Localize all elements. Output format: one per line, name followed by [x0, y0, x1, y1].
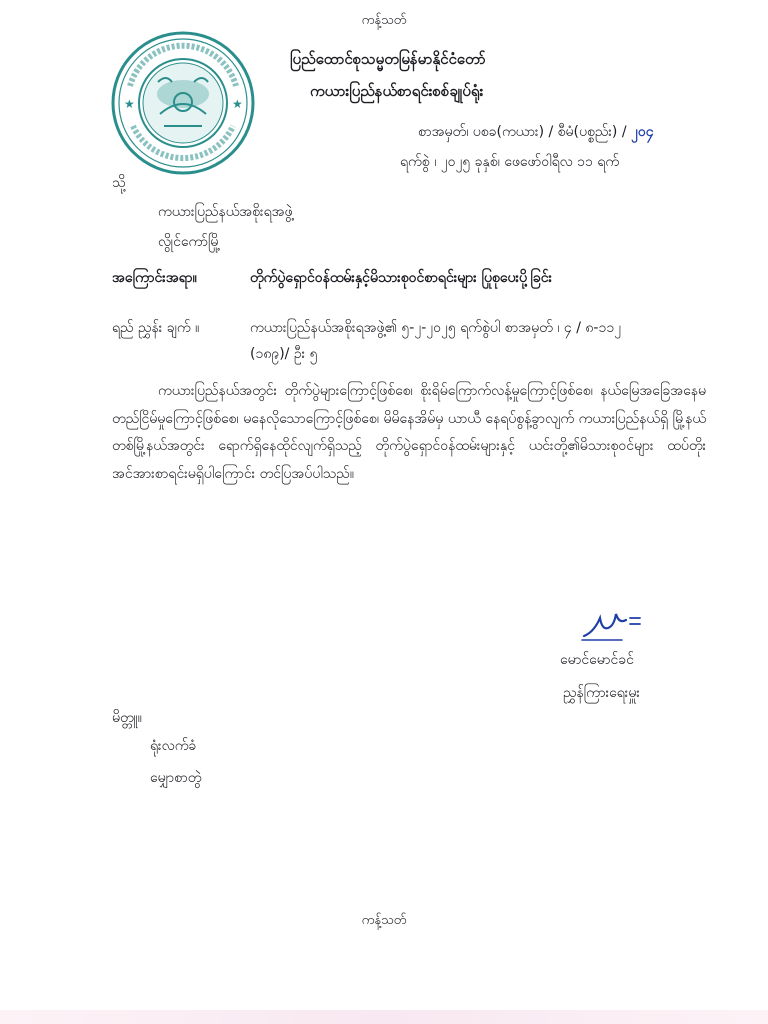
classification-top: ကန့်သတ် — [361, 13, 407, 28]
letter-body: ကယားပြည်နယ်အတွင်း တိုက်ပွဲများကြောင့်ဖြစ်စေ၊ စိုးရိမ်ကြောက်လန့်မှုကြောင့်ဖြစ်စေ၊ နယ်မြေအခြေအနေမတည်ငြိမ်မှုကြောင့်ဖြစ်စေ၊ မနေလိုသောကြောင့်ဖြစ်စေ၊ မိမိနေအိမ်မှ ယာယီ နေရပ်စွန့်ခွာလျက် ကယားပြည်နယ်ရှိ မြို့နယ်တစ်မြို့နယ်အတွင်း ရောက်ရှိနေထိုင်လျက်ရှိသည့် တိုက်ပွဲရှောင်ဝန်ထမ်းများနှင့် ယင်းတို့၏မိသားစုဝင်များ ထပ်တိုးအင်အားစာရင်းမရှိပါကြောင်း တင်ပြအပ်ပါသည်။ — [112, 383, 706, 482]
subject-text: တိုက်ပွဲရှောင်ဝန်ထမ်းနှင့်မိသားစုဝင်စာရင်းများ ပြုစုပေးပို့ခြင်း — [250, 270, 553, 286]
letter-date: ရက်စွဲ ၊ ၂၀၂၅ ခုနှစ်၊ ဖေဖော်ဝါရီလ ၁၁ ရက် — [400, 154, 620, 170]
cc-item: ရုံးလက်ခံ — [150, 738, 197, 754]
references-label: ရည် ညွှန်း ချက် ။ — [112, 320, 200, 336]
office-heading: ကယားပြည်နယ်စာရင်းစစ်ချုပ်ရုံး — [310, 82, 484, 100]
government-heading: ပြည်ထောင်စုသမ္မတမြန်မာနိုင်ငံတော် — [290, 50, 486, 68]
svg-text:★: ★ — [124, 97, 135, 111]
official-seal-icon — [108, 28, 258, 178]
subject-label: အကြောင်းအရာ။ — [112, 270, 197, 286]
classification-bottom: ကန့်သတ် — [361, 913, 407, 928]
reference-text: စာအမှတ်၊ ပစခ(ကယား) / စီမံ(ပစ္စည်း) / — [418, 124, 627, 140]
references-line-1: ကယားပြည်နယ်အစိုးရအဖွဲ့၏ ၅-၂-၂၀၂၅ ရက်စွဲပါ စာအမှတ် ၊ ၄ / ၈-၁၁၂ — [250, 320, 622, 336]
to-label: သို့ — [112, 175, 126, 191]
signatory-title: ညွှန်ကြားရေးမှူး — [563, 685, 640, 701]
handwritten-signature — [578, 602, 648, 644]
scan-edge — [0, 1010, 768, 1024]
references-line-2: (၁၈၉)/ ဦး ၅ — [250, 346, 318, 362]
svg-text:★: ★ — [232, 97, 243, 111]
recipient-line-1: ကယားပြည်နယ်အစိုးရအဖွဲ့ — [158, 204, 293, 220]
reference-number — [418, 122, 654, 143]
recipient-line-2: လွိုင်ကော်မြို့ — [158, 234, 221, 250]
reference-handwritten-number: ၂၀၄ — [631, 124, 654, 140]
signatory-name: မောင်မောင်ခင် — [560, 652, 634, 668]
cc-label: မိတ္တူ။ — [112, 710, 142, 726]
cc-item: မျှောစာတွဲ — [150, 770, 202, 786]
